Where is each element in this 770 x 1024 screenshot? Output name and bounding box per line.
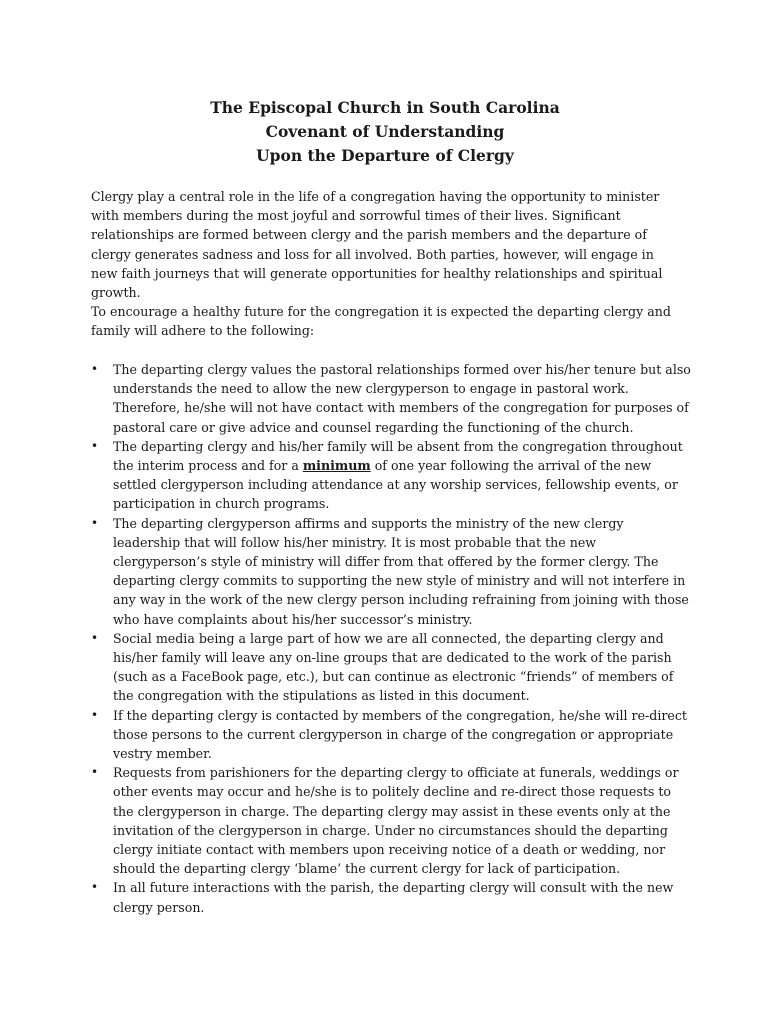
bullet-icon: • [91, 880, 99, 895]
list-item [91, 706, 691, 764]
covenant-list [91, 360, 691, 917]
list-item-text-after: of one year following the arrival of the new settled clergyperson including attendance at any worship services, fellowship events, or participation in church programs. [113, 458, 678, 512]
list-item [91, 360, 691, 437]
list-item-text: The departing clergyperson affirms and supports the ministry of the new clergy leadership that will follow his/her ministry. It is most probable that the new clergyperson’s style of ministry will differ from that offered by the former clergy. The departing clergy commits to supporting the new style of ministry and will not interfere in any way in the work of the new clergy person including refraining from joining with those who have complaints about his/her successor’s ministry. [113, 515, 689, 627]
list-item [91, 437, 691, 514]
list-item-text-before: The departing clergy and his/her family will be absent from the congregation throughout the interim process and for a [113, 438, 683, 474]
list-item-text: In all future interactions with the parish, the departing clergy will consult with the new clergy person. [113, 880, 674, 915]
list-item [91, 629, 691, 706]
title-line-organization: The Episcopal Church in South Carolina [210, 98, 560, 117]
document-title [0, 96, 770, 168]
list-item [91, 514, 691, 629]
bullet-icon: • [91, 630, 99, 645]
bullet-icon: • [91, 707, 99, 722]
bullet-icon: • [91, 362, 99, 376]
list-item-text: If the departing clergy is contacted by members of the congregation, he/she will re-direct those persons to the current clergyperson in charge of the congregation or appropriate vestry member. [113, 707, 687, 762]
list-item [91, 878, 691, 916]
list-item-text: Social media being a large part of how we are all connected, the departing clergy and his/her family will leave any on-line groups that are dedicated to the work of the parish (such as a FaceBook page, etc.), but can continue as electronic “friends” of members of the congregation with the stipulations as listed in this document. [113, 630, 674, 704]
list-item [91, 763, 691, 878]
bullet-icon: • [91, 765, 99, 780]
intro-paragraph: Clergy play a central role in the life of a congregation having the opportunity to minister with members during the most joyful and sorrowful times of their lives. Significant relationships are formed between clergy and the parish members and the departure of clergy generates sadness and loss for all involved. Both parties, however, will engage in new faith journeys that will generate opportunities for healthy relationships and spiritual growth. [91, 189, 663, 301]
expectation-paragraph: To encourage a healthy future for the congregation it is expected the departing clergy and family will adhere to the following: [91, 304, 671, 339]
title-line-covenant: Covenant of Understanding [265, 122, 505, 141]
bullet-icon: • [91, 515, 99, 530]
title-line-departure: Upon the Departure of Clergy [256, 146, 514, 165]
list-item-text: The departing clergy values the pastoral relationships formed over his/her tenure but also understands the need to allow the new clergyperson to engage in pastoral work. Therefore, he/she will not have contact with members of the congregation for purposes of pastoral care or give advice and counsel regarding the functioning of the church. [113, 362, 691, 435]
emphasis-minimum: minimum [302, 458, 371, 474]
list-item-text: Requests from parishioners for the departing clergy to officiate at funerals, weddings or other events may occur and he/she is to politely decline and re-direct those requests to the clergyperson in charge. The departing clergy may assist in these events only at the invitation of the clergyperson in charge. Under no circumstances should the departing clergy initiate contact with members upon receiving notice of a death or wedding, nor should the departing clergy ‘blame’ the current clergy for lack of participation. [113, 765, 679, 877]
bullet-icon: • [91, 438, 99, 453]
